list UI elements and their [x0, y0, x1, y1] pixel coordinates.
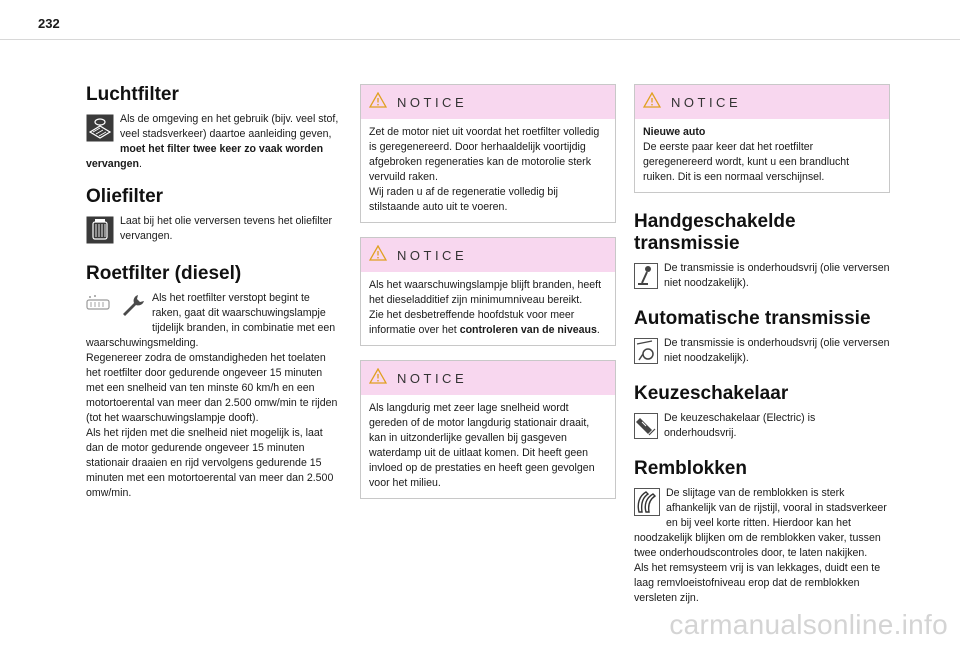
- watermark: carmanualsonline.info: [669, 609, 948, 640]
- warning-triangle-icon: [369, 368, 387, 389]
- gear-lever-icon: [634, 263, 658, 294]
- section-luchtfilter: [86, 112, 342, 172]
- heading-keuzeschakelaar: Keuzeschakelaar: [634, 383, 789, 404]
- notice-title: NOTICE: [397, 247, 468, 263]
- notice-body: [361, 272, 615, 345]
- brake-pads-icon: [634, 488, 660, 521]
- roetfilter-text-1: Als het roetfilter verstopt begint te raken, gaat dit waarschuwingslampje tijdelijk branden, in combinatie met een waarschuwingsmelding.: [86, 292, 336, 349]
- notice-box-exhaust: [360, 360, 616, 499]
- notice-header: [361, 238, 615, 272]
- notice-header: [361, 85, 615, 119]
- notice-text: Wij raden u af de regeneratie volledig bij stilstaande auto uit te voeren.: [369, 186, 559, 213]
- notice-box-additive: [360, 237, 616, 346]
- page-number: 232: [38, 16, 60, 31]
- heading-roetfilter: Roetfilter (diesel): [86, 263, 242, 284]
- warning-triangle-icon: [643, 92, 661, 113]
- notice-box-regeneration: [360, 84, 616, 223]
- section-roetfilter: [86, 291, 342, 501]
- column-left: [86, 84, 342, 501]
- notice-text: De eerste paar keer dat het roetfilter geregenereerd wordt, kunt u een brandlucht ruiken. Dit is een normaal verschijnsel.: [643, 141, 850, 183]
- notice-text: Zie het desbetreffende hoofdstuk voor meer informatie over het: [369, 309, 575, 336]
- notice-header: [361, 361, 615, 395]
- notice-title: NOTICE: [397, 94, 468, 110]
- section-handgeschakeld: [634, 261, 890, 294]
- notice-bold-ref: controleren van de niveaus: [459, 324, 597, 336]
- remblokken-text-2: Als het remsysteem vrij is van lekkages, duidt een te laag remvloeistofniveau erop dat de remblokken versleten zijn.: [634, 562, 881, 604]
- column-right: [634, 84, 890, 606]
- warning-triangle-icon: [369, 92, 387, 113]
- heading-remblokken: Remblokken: [634, 458, 747, 479]
- header-divider: [0, 39, 960, 40]
- automatic-gearbox-icon: [634, 338, 658, 369]
- luchtfilter-bold: moet het filter twee keer zo vaak worden vervangen: [86, 143, 324, 170]
- notice-body: [361, 119, 615, 222]
- notice-bold-text: Nieuwe auto: [643, 126, 706, 138]
- heading-automatisch: Automatische transmissie: [634, 308, 871, 329]
- oil-filter-icon: [86, 216, 114, 249]
- notice-box-new-car: [634, 84, 890, 193]
- column-middle: [360, 84, 616, 513]
- notice-title: NOTICE: [397, 370, 468, 386]
- roetfilter-text-3: Als het rijden met die snelheid niet mogelijk is, laat dan de motor gedurende ongeveer 15 minuten stationair draaien en rijd vervolgens gedurende 15 minuten met een motortoerental van meer dan 2.500 omw/min.: [86, 427, 334, 499]
- luchtfilter-text: Als de omgeving en het gebruik (bijv. veel stof, veel stadsverkeer) daartoe aanleiding geven,: [120, 113, 339, 140]
- notice-body: [635, 119, 889, 192]
- notice-text: Als het waarschuwingslampje blijft branden, heeft het dieseladditief zijn minimumniveau bereikt.: [369, 279, 602, 306]
- section-keuzeschakelaar: [634, 411, 890, 444]
- heading-oliefilter: Oliefilter: [86, 186, 164, 207]
- handgeschakeld-text: De transmissie is onderhoudsvrij (olie verversen niet noodzakelijk).: [664, 262, 890, 289]
- heading-luchtfilter: Luchtfilter: [86, 84, 179, 105]
- automatisch-text: De transmissie is onderhoudsvrij (olie verversen niet noodzakelijk).: [664, 337, 890, 364]
- particle-filter-warning-icon: [86, 293, 112, 320]
- luchtfilter-end: .: [139, 158, 142, 170]
- roetfilter-text-2: Regenereer zodra de omstandigheden het toelaten het roetfilter door gedurende ongeveer 15 minuten met een snelheid van ten minste 60 km/h en een motortoerental van meer dan 2.500 omw/min te rijden (tot het waarschuwingslampje dooft).: [86, 352, 338, 424]
- section-oliefilter: [86, 214, 342, 249]
- notice-bold-heading: [643, 125, 881, 140]
- section-automatisch: [634, 336, 890, 369]
- remblokken-text-1: De slijtage van de remblokken is sterk afhankelijk van de rijstijl, vooral in stadsverkeer en bij veel korte ritten. Hierdoor kan het noodzakelijk blijken om de remblokken vaker, tussen twee onderhoudscontroles door, te laten nakijken.: [634, 487, 887, 559]
- section-remblokken: [634, 486, 890, 606]
- notice-text: Als langdurig met zeer lage snelheid wordt gereden of de motor langdurig stationair draait, kan in uitzonderlijke gevallen bij gasgeven waterdamp uit de uitlaat komen. Dit heeft geen invloed op de prestaties en heeft geen gevolgen voor het milieu.: [369, 402, 595, 489]
- heading-handgeschakeld: Handgeschakelde transmissie: [634, 211, 796, 254]
- notice-body: [361, 395, 615, 498]
- notice-title: NOTICE: [671, 94, 742, 110]
- oliefilter-text: Laat bij het olie verversen tevens het oliefilter vervangen.: [120, 215, 332, 242]
- notice-header: [635, 85, 889, 119]
- notice-text-ref: [369, 308, 607, 338]
- notice-text-end: .: [596, 324, 600, 336]
- keuzeschakelaar-text: De keuzeschakelaar (Electric) is onderhoudsvrij.: [664, 412, 816, 439]
- air-filter-icon: [86, 114, 114, 147]
- notice-text: Zet de motor niet uit voordat het roetfilter volledig is geregenereerd. Door herhaaldelijk voortijdig afgebroken regeneraties kan de motorolie sterk vervuild raken.: [369, 126, 600, 183]
- selector-switch-icon: [634, 413, 658, 444]
- warning-triangle-icon: [369, 245, 387, 266]
- wrench-icon: [120, 293, 146, 324]
